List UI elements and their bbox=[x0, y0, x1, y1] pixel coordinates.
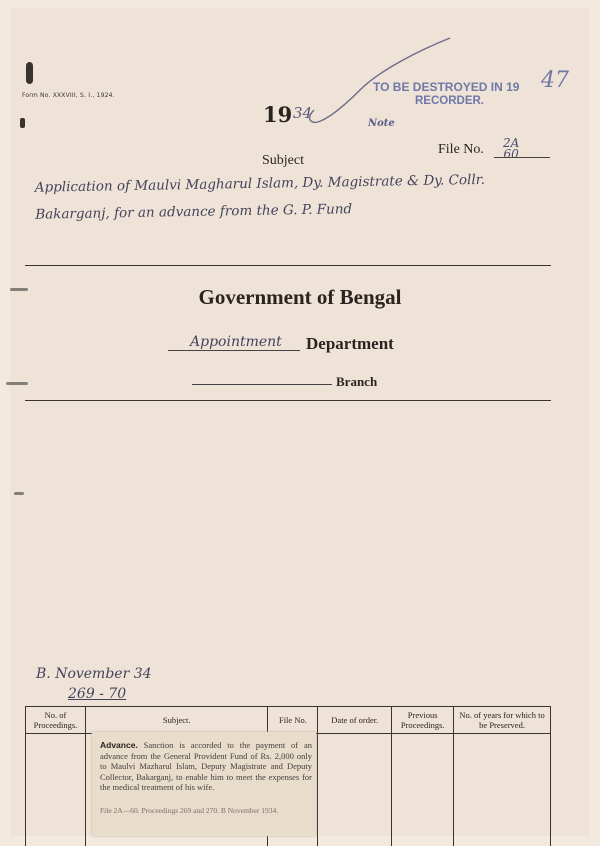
department-handwritten: Appointment bbox=[190, 334, 282, 350]
file-number-top: 2A bbox=[503, 138, 519, 149]
col-years-preserved: No. of years for which to be Preserved. bbox=[454, 707, 551, 734]
subject-line-2: Bakarganj, for an advance from the G. P. Fund bbox=[35, 192, 575, 228]
subject-line-1: Application of Maulvi Magharul Islam, Dy. Magistrate & Dy. Collr. bbox=[35, 165, 575, 201]
clipping-text bbox=[100, 740, 312, 793]
department-label: Department bbox=[306, 334, 394, 354]
col-subject: Subject. bbox=[85, 707, 268, 734]
binding-mark bbox=[14, 492, 24, 495]
year-handwritten: 34 bbox=[293, 104, 312, 122]
proceedings-line-1: B. November 34 bbox=[36, 664, 152, 684]
file-number-bottom: 60 bbox=[503, 149, 519, 160]
department-underline bbox=[168, 350, 300, 351]
divider-bottom bbox=[25, 400, 551, 401]
col-previous-proceedings: Previous Proceedings. bbox=[392, 707, 454, 734]
subject-label: Subject bbox=[262, 153, 304, 169]
clipping-refs: File 2A—60. Proceedings 269 and 270. B November 1934. bbox=[100, 806, 312, 815]
branch-label: Branch bbox=[336, 374, 377, 390]
proceedings-line-2: 269 - 70 bbox=[36, 684, 152, 704]
col-file-no: File No. bbox=[268, 707, 318, 734]
clipping-title: Advance. bbox=[100, 740, 138, 750]
stamp-year-handwritten: 47 bbox=[541, 74, 569, 88]
branch-underline bbox=[192, 384, 332, 385]
heading: Government of Bengal bbox=[0, 285, 600, 310]
col-date-of-order: Date of order. bbox=[318, 707, 392, 734]
punch-hole bbox=[26, 62, 33, 84]
destruction-stamp bbox=[373, 80, 519, 108]
table-header-row bbox=[26, 707, 551, 734]
file-number-underline bbox=[494, 157, 550, 158]
proceedings-handwritten bbox=[36, 664, 152, 704]
clipping-body: Sanction is accorded to the payment of an advance from the General Provident Fund of Rs. 2,000 only to Maulvi Mazharul Islam, Deputy Magistrate and Deputy Collector, Bakarganj, to enable him to meet the expenses for the medical treatment of his wife. bbox=[100, 740, 312, 792]
note-handwritten: Note bbox=[368, 118, 395, 129]
form-number: Form No. XXXVIII, S. I., 1924. bbox=[22, 92, 115, 99]
year-printed: 19 bbox=[263, 102, 292, 127]
subject-handwritten bbox=[35, 165, 576, 228]
binding-mark bbox=[6, 382, 28, 385]
divider-top bbox=[25, 265, 551, 266]
punch-hole bbox=[20, 118, 25, 128]
stamp-line2: RECORDER. bbox=[373, 94, 519, 108]
file-number-label: File No. bbox=[438, 142, 484, 158]
stamp-line1: TO BE DESTROYED IN 19 bbox=[373, 80, 519, 94]
col-proceedings: No. of Proceedings. bbox=[26, 707, 86, 734]
